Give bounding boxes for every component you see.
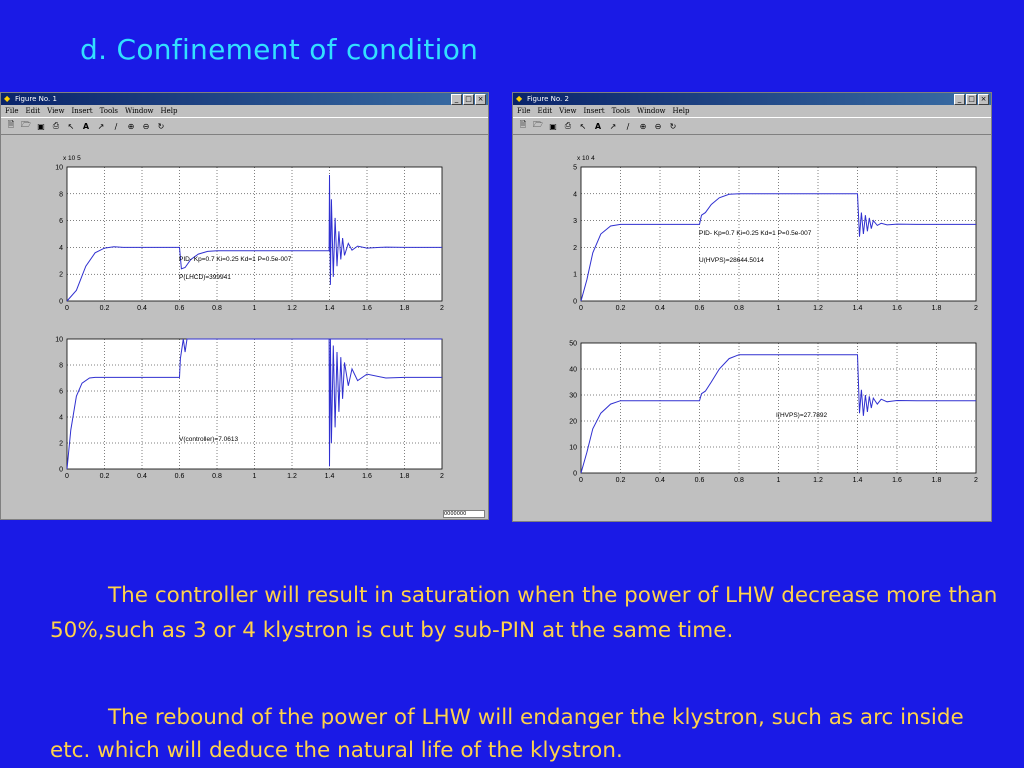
line-icon[interactable]: ∕ bbox=[114, 121, 118, 131]
x-tick-label: 0.8 bbox=[212, 473, 222, 480]
x-tick-label: 0.8 bbox=[734, 477, 744, 484]
figure-canvas bbox=[1, 135, 488, 519]
maximize-button[interactable]: □ bbox=[966, 94, 977, 105]
menu-tools[interactable]: Tools bbox=[99, 107, 119, 115]
y-tick-label: 3 bbox=[573, 218, 577, 226]
y-tick-label: 5 bbox=[573, 164, 577, 172]
x-tick-label: 1 bbox=[252, 305, 257, 312]
menu-bar bbox=[1, 105, 488, 117]
maximize-button[interactable]: □ bbox=[463, 94, 474, 105]
matlab-icon: ◆ bbox=[4, 94, 11, 103]
menu-window[interactable]: Window bbox=[637, 107, 666, 115]
plot-annotation: P(LHCD)=399941 bbox=[179, 274, 231, 281]
x-tick-label: 0.4 bbox=[655, 305, 665, 312]
arrow-icon[interactable]: ↖ bbox=[579, 121, 587, 131]
x-tick-label: 1.2 bbox=[813, 477, 823, 484]
plot-hvps-current bbox=[513, 335, 991, 519]
y-tick-label: 6 bbox=[59, 388, 63, 396]
text-icon[interactable]: A bbox=[82, 121, 90, 131]
axis-multiplier: x 10 4 bbox=[577, 155, 595, 162]
y-tick-label: 8 bbox=[59, 362, 63, 370]
figure-canvas bbox=[513, 135, 991, 521]
x-tick-label: 0 bbox=[579, 477, 583, 484]
figure-window-1[interactable] bbox=[0, 92, 489, 520]
figure-window-2-title: Figure No. 2 bbox=[527, 95, 569, 103]
x-tick-label: 1.4 bbox=[852, 477, 863, 484]
x-tick-label: 1.4 bbox=[852, 305, 863, 312]
x-tick-label: 2 bbox=[440, 473, 444, 480]
line-icon[interactable]: ∕ bbox=[626, 121, 630, 131]
print-icon[interactable]: ⎙ bbox=[52, 121, 60, 130]
y-tick-label: 1 bbox=[573, 271, 577, 279]
y-tick-label: 0 bbox=[59, 466, 63, 474]
x-tick-label: 0.2 bbox=[615, 477, 626, 484]
y-tick-label: 10 bbox=[55, 336, 63, 344]
x-tick-label: 0.4 bbox=[137, 305, 147, 312]
x-tick-label: 0.6 bbox=[174, 305, 185, 312]
y-tick-label: 0 bbox=[59, 298, 63, 306]
x-tick-label: 0.2 bbox=[99, 305, 110, 312]
minimize-button[interactable]: _ bbox=[451, 94, 462, 105]
new-icon[interactable]: 🗎 bbox=[519, 120, 527, 129]
axis-multiplier: x 10 5 bbox=[63, 155, 81, 162]
x-tick-label: 1 bbox=[776, 305, 781, 312]
zoom-out-icon[interactable]: ⊖ bbox=[654, 121, 662, 131]
open-icon[interactable]: 🗁 bbox=[533, 120, 543, 129]
y-tick-label: 6 bbox=[59, 218, 63, 226]
text-icon[interactable]: A bbox=[594, 121, 602, 131]
x-tick-label: 0.6 bbox=[694, 305, 705, 312]
arrow-line-icon[interactable]: ↗ bbox=[609, 121, 617, 131]
menu-edit[interactable]: Edit bbox=[537, 107, 553, 115]
plot-area bbox=[67, 339, 442, 469]
plot-area bbox=[581, 343, 976, 473]
plot-annotation: PID- Kp=0.7 Ki=0.25 Kd=1 P=0.5e-007 bbox=[699, 230, 812, 237]
plot-annotation: I(HVPS)=27.7892 bbox=[776, 412, 828, 419]
arrow-icon[interactable]: ↖ bbox=[67, 121, 75, 131]
y-tick-label: 20 bbox=[569, 418, 577, 426]
zoom-out-icon[interactable]: ⊖ bbox=[142, 121, 150, 131]
y-tick-label: 2 bbox=[573, 244, 577, 252]
close-button[interactable]: × bbox=[475, 94, 486, 105]
menu-file[interactable]: File bbox=[5, 107, 19, 115]
toolbar bbox=[513, 117, 991, 135]
y-tick-label: 4 bbox=[573, 191, 577, 199]
y-tick-label: 2 bbox=[59, 271, 63, 279]
new-icon[interactable]: 🗎 bbox=[7, 120, 15, 129]
x-tick-label: 0.2 bbox=[615, 305, 626, 312]
x-tick-label: 0.6 bbox=[694, 477, 705, 484]
x-tick-label: 1.8 bbox=[931, 305, 942, 312]
y-tick-label: 50 bbox=[569, 340, 577, 348]
plot-controller-output bbox=[1, 333, 488, 517]
y-tick-label: 0 bbox=[573, 470, 577, 478]
y-tick-label: 0 bbox=[573, 298, 577, 306]
x-tick-label: 1.8 bbox=[399, 473, 410, 480]
x-tick-label: 1.6 bbox=[892, 477, 902, 484]
plot-hvps-voltage bbox=[513, 149, 991, 349]
x-tick-label: 1.6 bbox=[362, 473, 372, 480]
minimize-button[interactable]: _ bbox=[954, 94, 965, 105]
menu-help[interactable]: Help bbox=[672, 107, 690, 115]
zoom-in-icon[interactable]: ⊕ bbox=[127, 121, 135, 131]
x-tick-label: 1.4 bbox=[324, 305, 335, 312]
x-tick-label: 1.4 bbox=[324, 473, 335, 480]
x-tick-label: 0.2 bbox=[99, 473, 110, 480]
y-tick-label: 10 bbox=[55, 164, 63, 172]
menu-view[interactable]: View bbox=[559, 107, 577, 115]
menu-insert[interactable]: Insert bbox=[71, 107, 93, 115]
x-tick-label: 0.4 bbox=[137, 473, 147, 480]
status-field: 0000000 bbox=[443, 510, 485, 518]
open-icon[interactable]: 🗁 bbox=[21, 120, 31, 129]
rotate-icon[interactable]: ↻ bbox=[157, 121, 165, 131]
save-icon[interactable]: ▣ bbox=[549, 121, 557, 131]
menu-help[interactable]: Help bbox=[160, 107, 178, 115]
x-tick-label: 0 bbox=[65, 473, 69, 480]
x-tick-label: 2 bbox=[974, 305, 978, 312]
close-button[interactable]: × bbox=[978, 94, 989, 105]
x-tick-label: 2 bbox=[974, 477, 978, 484]
y-tick-label: 10 bbox=[569, 444, 577, 452]
x-tick-label: 1.2 bbox=[813, 305, 823, 312]
x-tick-label: 0 bbox=[65, 305, 69, 312]
plot-lhcd-power bbox=[1, 149, 488, 349]
y-tick-label: 8 bbox=[59, 191, 63, 199]
menu-edit[interactable]: Edit bbox=[25, 107, 41, 115]
x-tick-label: 0 bbox=[579, 305, 583, 312]
save-icon[interactable]: ▣ bbox=[37, 121, 45, 131]
x-tick-label: 1.2 bbox=[287, 473, 297, 480]
x-tick-label: 1.6 bbox=[892, 305, 902, 312]
x-tick-label: 2 bbox=[440, 305, 444, 312]
figure-window-2-titlebar[interactable] bbox=[513, 93, 991, 105]
x-tick-label: 0.8 bbox=[212, 305, 222, 312]
x-tick-label: 1.2 bbox=[287, 305, 297, 312]
x-tick-label: 1 bbox=[252, 473, 257, 480]
arrow-line-icon[interactable]: ↗ bbox=[97, 121, 105, 131]
menu-window[interactable]: Window bbox=[125, 107, 154, 115]
x-tick-label: 0.6 bbox=[174, 473, 185, 480]
x-tick-label: 1.8 bbox=[399, 305, 410, 312]
x-tick-label: 0.4 bbox=[655, 477, 665, 484]
rotate-icon[interactable]: ↻ bbox=[669, 121, 677, 131]
figure-window-1-title: Figure No. 1 bbox=[15, 95, 57, 103]
menu-insert[interactable]: Insert bbox=[583, 107, 605, 115]
plot-annotation: V(controller)=7.0613 bbox=[179, 436, 239, 443]
y-tick-label: 2 bbox=[59, 440, 63, 448]
plot-annotation: U(HVPS)=28644.5014 bbox=[699, 257, 764, 264]
paragraph-saturation: The controller will result in saturation when the power of LHW decrease more than 50%,such as 3 or 4 klystron is cut by sub-PIN at the same time. bbox=[50, 583, 998, 643]
y-tick-label: 40 bbox=[569, 366, 577, 374]
toolbar bbox=[1, 117, 488, 135]
menu-bar bbox=[513, 105, 991, 117]
slide-title: d. Confinement of condition bbox=[80, 33, 479, 66]
figure-window-2[interactable] bbox=[512, 92, 992, 522]
figure-window-1-titlebar[interactable] bbox=[1, 93, 488, 105]
plot-annotation: PID- Kp=0.7 Ki=0.25 Kd=1 P=0.5e-007 bbox=[179, 256, 292, 263]
menu-file[interactable]: File bbox=[517, 107, 531, 115]
menu-view[interactable]: View bbox=[47, 107, 65, 115]
x-tick-label: 1.6 bbox=[362, 305, 372, 312]
print-icon[interactable]: ⎙ bbox=[564, 121, 572, 130]
y-tick-label: 4 bbox=[59, 414, 63, 422]
zoom-in-icon[interactable]: ⊕ bbox=[639, 121, 647, 131]
x-tick-label: 1 bbox=[776, 477, 781, 484]
menu-tools[interactable]: Tools bbox=[611, 107, 631, 115]
paragraph-rebound: The rebound of the power of LHW will endanger the klystron, such as arc inside etc. which will deduce the natural life of the klystron. bbox=[50, 705, 964, 763]
y-tick-label: 4 bbox=[59, 244, 63, 252]
y-tick-label: 30 bbox=[569, 392, 577, 400]
x-tick-label: 1.8 bbox=[931, 477, 942, 484]
matlab-icon: ◆ bbox=[516, 94, 523, 103]
x-tick-label: 0.8 bbox=[734, 305, 744, 312]
